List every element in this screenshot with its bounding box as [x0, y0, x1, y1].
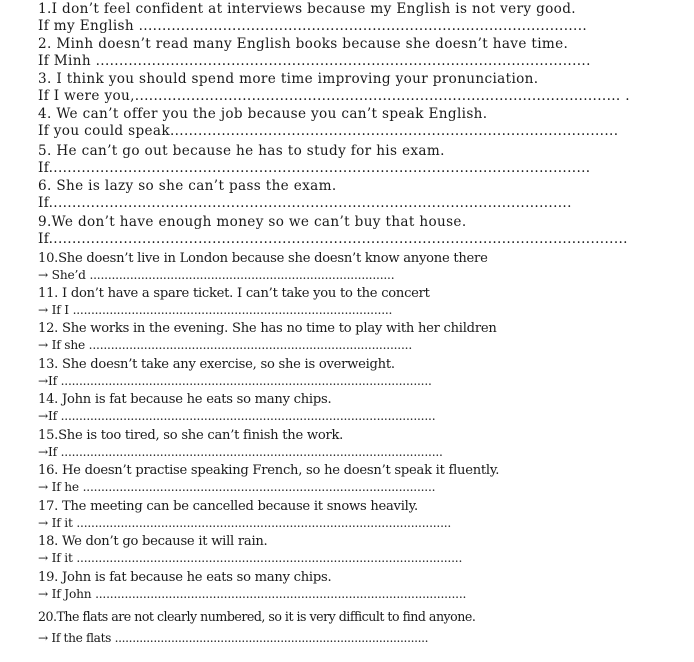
answer-line: → If she ........................................................................................	[38, 338, 412, 352]
question-text: 1.I don’t feel confident at interviews because my English is not very good.	[38, 1, 576, 17]
answer-line: → If I .......................................................................................	[38, 303, 393, 317]
exercise-item-19	[38, 569, 466, 602]
exercise-item-16	[38, 462, 499, 495]
exercise-item-20	[38, 608, 475, 646]
exercise-item-17	[38, 498, 451, 531]
question-text: 5. He can’t go out because he has to study for his exam.	[38, 143, 445, 159]
exercise-item-15	[38, 427, 443, 460]
answer-line: →If ......................................................................................................	[38, 409, 436, 423]
exercise-item-9	[38, 214, 628, 247]
question-text: 10.She doesn’t live in London because she doesn’t know anyone there	[38, 251, 488, 266]
question-text: 2. Minh doesn’t read many English books because she doesn’t have time.	[38, 36, 569, 52]
answer-line: →If .....................................................................................................	[38, 374, 432, 388]
answer-line: If my English ................................................................................................	[38, 18, 588, 34]
answer-line: → If the flats .........................................................................................	[38, 631, 429, 645]
question-text: 12. She works in the evening. She has no time to play with her children	[38, 321, 497, 336]
exercise-item-13	[38, 356, 432, 389]
question-text: 11. I don’t have a spare ticket. I can’t take you to the concert	[38, 286, 430, 301]
exercise-item-6	[38, 178, 572, 211]
exercise-item-10	[38, 250, 488, 283]
question-text: 20.The flats are not clearly numbered, so it is very difficult to find anyone.	[38, 609, 476, 624]
answer-line: If you could speak................................................................................................	[38, 123, 619, 139]
exercise-item-2	[38, 36, 591, 69]
answer-line: →If ........................................................................................................	[38, 445, 443, 459]
question-text: 18. We don’t go because it will rain.	[38, 534, 268, 549]
answer-line: → If it .........................................................................................................	[38, 551, 463, 565]
answer-line: → She’d ...................................................................................	[38, 268, 395, 282]
question-text: 14. John is fat because he eats so many chips.	[38, 392, 332, 407]
exercise-item-5	[38, 143, 590, 176]
question-text: 15.She is too tired, so she can’t finish the work.	[38, 428, 344, 443]
exercise-item-3	[38, 71, 630, 104]
question-text: 16. He doesn’t practise speaking French, so he doesn’t speak it fluently.	[38, 463, 500, 478]
question-text: 6. She is lazy so she can’t pass the exam.	[38, 178, 337, 194]
answer-line: If................................................................................................................	[38, 195, 572, 211]
answer-line: → If it ......................................................................................................	[38, 516, 452, 530]
question-text: 3. I think you should spend more time improving your pronunciation.	[38, 71, 539, 87]
question-text: 19. John is fat because he eats so many chips.	[38, 570, 332, 585]
answer-line: If I were you,........................................................................................................ .	[38, 88, 630, 104]
exercise-item-4	[38, 106, 618, 139]
question-text: 4. We can’t offer you the job because you can’t speak English.	[38, 106, 488, 122]
answer-line: → If John .....................................................................................................	[38, 587, 467, 601]
exercise-item-12	[38, 320, 497, 353]
exercise-item-18	[38, 533, 462, 566]
answer-line: If....................................................................................................................	[38, 160, 591, 176]
exercise-item-11	[38, 285, 430, 318]
exercise-item-1	[38, 1, 587, 34]
answer-line: → If he ................................................................................................	[38, 480, 436, 494]
exercise-item-14	[38, 391, 435, 424]
question-text: 9.We don’t have enough money so we can’t buy that house.	[38, 214, 467, 230]
question-text: 17. The meeting can be cancelled because it snows heavily.	[38, 499, 418, 514]
answer-line: If Minh ..........................................................................................................	[38, 53, 591, 69]
question-text: 13. She doesn’t take any exercise, so she is overweight.	[38, 357, 395, 372]
answer-line: If............................................................................................................................	[38, 231, 628, 247]
